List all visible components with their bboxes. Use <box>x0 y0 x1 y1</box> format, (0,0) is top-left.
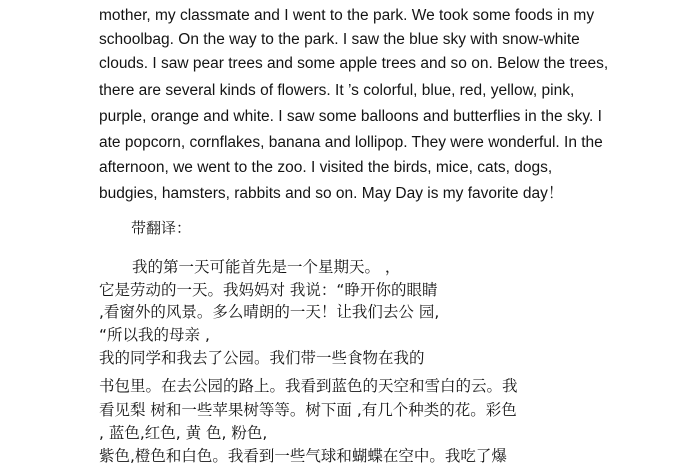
chinese-line-8: , 蓝色,红色, 黄 色, 粉色, <box>99 424 268 442</box>
chinese-line-6: 书包里。在去公园的路上。我看到蓝色的天空和雪白的云。我 <box>99 377 518 395</box>
english-line-5: purple, orange and white. I saw some balloons and butterflies in the sky. I <box>99 108 602 125</box>
chinese-line-1: 我的第一天可能首先是一个星期天。 ， <box>132 258 401 276</box>
chinese-line-7: 看见梨 树和一些苹果树等等。树下面 ,有几个种类的花。彩色 <box>99 401 517 419</box>
english-line-8: budgies, hamsters, rabbits and so on. May Day is my favorite day！ <box>99 185 564 202</box>
english-line-2: schoolbag. On the way to the park. I saw the blue sky with snow-white <box>99 31 580 48</box>
chinese-line-3: ,看窗外的风景。多么晴朗的一天！让我们去公 园, <box>99 303 440 321</box>
chinese-line-9: 紫色,橙色和白色。我看到一些气球和蝴蝶在空中。我吃了爆 <box>99 447 507 465</box>
english-line-4: there are several kinds of flowers. It ’s colorful, blue, red, yellow, pink, <box>99 82 575 99</box>
translation-heading: 带翻译： <box>131 219 192 237</box>
chinese-line-5: 我的同学和我去了公园。我们带一些食物在我的 <box>99 349 425 367</box>
english-line-3: clouds. I saw pear trees and some apple trees and so on. Below the trees, <box>99 55 609 72</box>
chinese-line-4: “所以我的母亲 , <box>99 326 210 344</box>
english-line-6: ate popcorn, cornflakes, banana and lollipop. They were wonderful. In the <box>99 134 603 151</box>
english-line-1: mother, my classmate and I went to the park. We took some foods in my <box>99 7 595 24</box>
chinese-line-2: 它是劳动的一天。我妈妈对 我说：“睁开你的眼睛 <box>99 281 438 299</box>
english-line-7: afternoon, we went to the zoo. I visited the birds, mice, cats, dogs, <box>99 159 553 176</box>
